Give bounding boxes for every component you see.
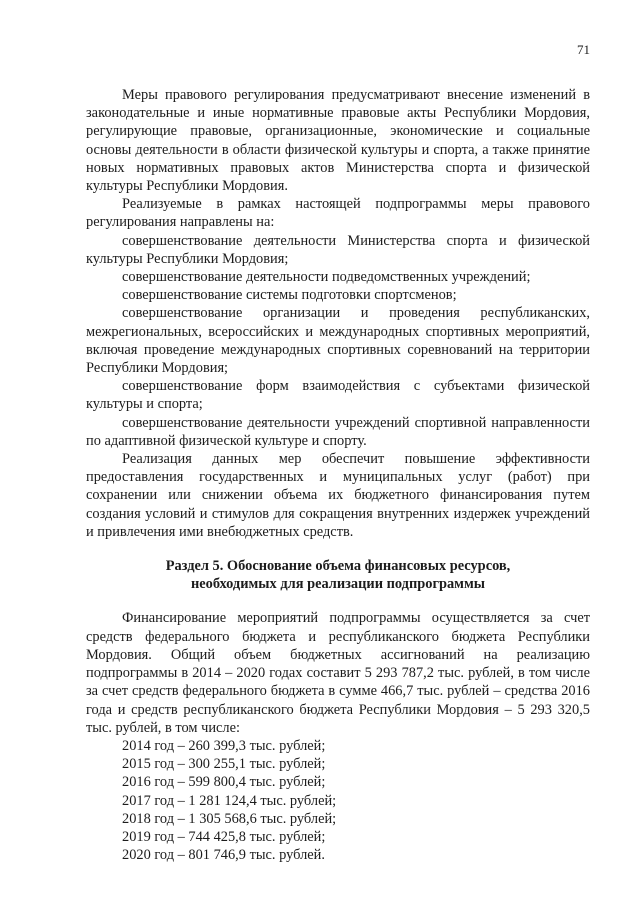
- page-number: 71: [577, 42, 590, 57]
- paragraph: совершенствование деятельности учреждений спортивной направленности по адаптивной физической культуре и спорту.: [86, 414, 590, 449]
- list-item: 2016 год – 599 800,4 тыс. рублей;: [122, 774, 326, 791]
- list-item: 2020 год – 801 746,9 тыс. рублей.: [122, 847, 325, 864]
- list-item: 2015 год – 300 255,1 тыс. рублей;: [122, 756, 326, 773]
- paragraph: совершенствование организации и проведения республиканских, межрегиональных, всероссийских и международных спортивных мероприятий, включая проведение международных спортивных соревнований на территории Республики Мордовия;: [86, 305, 590, 377]
- list-item: 2014 год – 260 399,3 тыс. рублей;: [122, 737, 326, 754]
- section-heading-line: необходимых для реализации подпрограммы: [190, 576, 486, 593]
- paragraph: совершенствование деятельности подведомственных учреждений;: [122, 269, 531, 286]
- list-item: 2017 год – 1 281 124,4 тыс. рублей;: [122, 792, 337, 809]
- section-heading-line: Раздел 5. Обоснование объема финансовых ресурсов,: [165, 558, 511, 575]
- paragraph: Реализуемые в рамках настоящей подпрограммы меры правового регулирования направлены на:: [86, 196, 590, 231]
- paragraph: совершенствование системы подготовки спортсменов;: [122, 287, 457, 304]
- financing-paragraph: Финансирование мероприятий подпрограммы осуществляется за счет средств федерального бюджета и республиканского бюджета Республики Мордовия. Общий объем бюджетных ассигнований на реализацию подпрограммы в 2014 – 2020 годах составит 5 293 787,2 тыс. рублей, в том числе за счет средств федерального бюджета в сумме 466,7 тыс. рублей – средства 2016 года и средств республиканского бюджета Республики Мордовия – 5 293 320,5 тыс. рублей, в том числе:: [86, 610, 590, 736]
- list-item: 2018 год – 1 305 568,6 тыс. рублей;: [122, 810, 337, 827]
- yearly-financing-list: [86, 737, 590, 864]
- paragraph: Реализация данных мер обеспечит повышение эффективности предоставления государственных и муниципальных услуг (работ) при сохранении или снижении объема их бюджетного финансирования путем создания условий и стимулов для сокращения внутренних издержек учреждений и привлечения ими внебюджетных средств.: [86, 451, 590, 540]
- paragraph: совершенствование деятельности Министерства спорта и физической культуры Республики Мордовия;: [86, 232, 590, 267]
- paragraph: совершенствование форм взаимодействия с субъектами физической культуры и спорта;: [86, 378, 590, 413]
- paragraph: Меры правового регулирования предусматривают внесение изменений в законодательные и иные нормативные правовые акты Республики Мордовия, регулирующие правовые, организационные, экономические и социальные основы деятельности в области физической культуры и спорта, а также принятие новых нормативных правовых актов Министерства спорта и физической культуры Республики Мордовия.: [86, 87, 590, 195]
- section-heading: [86, 557, 590, 593]
- list-item: 2019 год – 744 425,8 тыс. рублей;: [122, 828, 326, 845]
- body-text: [86, 86, 590, 864]
